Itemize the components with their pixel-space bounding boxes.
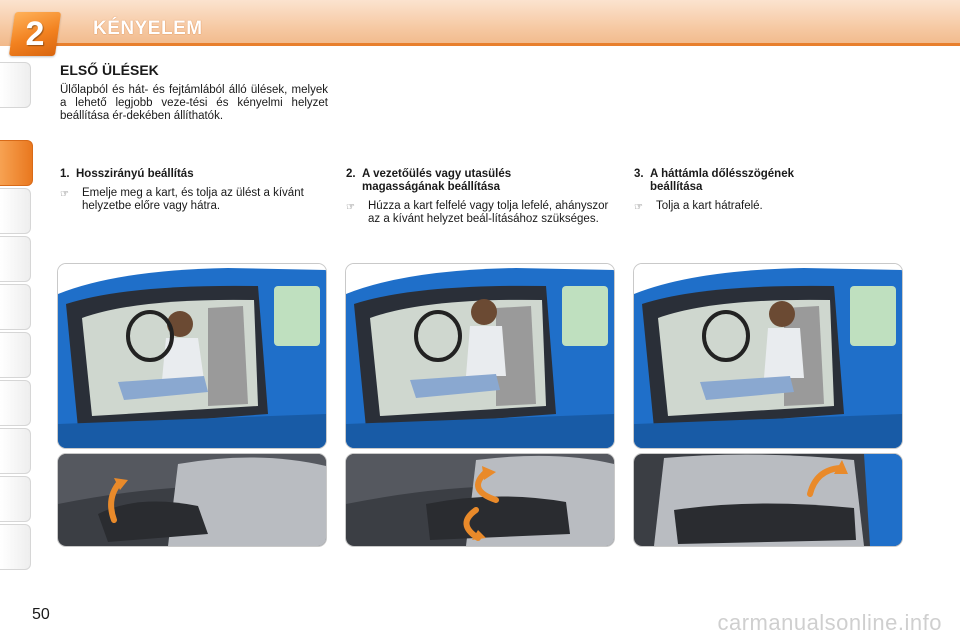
seat-lever-detail-1 [58, 454, 326, 546]
instruction-bullet-1: ☞ Emelje meg a kart, és tolja az ülést a kívánt helyzetbe előre vagy hátra. [60, 187, 304, 212]
seat-lever-detail-2 [346, 454, 614, 546]
instruction-column-2 [346, 168, 616, 226]
side-tab-5[interactable] [0, 284, 31, 330]
pointing-hand-icon: ☞ [346, 202, 355, 213]
side-tab-1[interactable] [0, 62, 31, 108]
instruction-heading-3: 3. A háttámla dőlésszögének beállítása [634, 168, 795, 193]
intro-paragraph: Ülőlapból és hát- és fejtámlából álló ülések, melyek a lehető legjobb veze-tési és kényelmi helyzet beállítása ér-dekében állíthatók. [60, 84, 328, 122]
instruction-column-1 [60, 168, 328, 213]
pointing-hand-icon: ☞ [634, 202, 643, 213]
side-tab-3[interactable] [0, 188, 31, 234]
instruction-column-3 [634, 168, 904, 214]
car-seat-photo-3 [634, 264, 902, 448]
side-tab-7[interactable] [0, 380, 31, 426]
instruction-bullet-3: ☞ Tolja a kart hátrafelé. [634, 200, 763, 213]
side-tab-2-active[interactable] [0, 140, 33, 186]
side-tab-4[interactable] [0, 236, 31, 282]
side-tab-10[interactable] [0, 524, 31, 570]
instruction-heading-1: 1. Hosszirányú beállítás [60, 168, 194, 180]
side-tab-9[interactable] [0, 476, 31, 522]
side-tab-8[interactable] [0, 428, 31, 474]
pointing-hand-icon: ☞ [60, 189, 69, 200]
chapter-number: 2 [25, 14, 45, 53]
instruction-heading-2: 2. A vezetőülés vagy utasülés magasságának beállítása [346, 168, 512, 193]
seat-lever-detail-3 [634, 454, 902, 546]
instruction-bullet-2: ☞ Húzza a kart felfelé vagy tolja lefelé, ahányszor az a kívánt helyzet beál-lításához szükséges. [346, 200, 609, 225]
page-number: 50 [32, 606, 50, 623]
chapter-title: KÉNYELEM [93, 18, 203, 39]
header-rule [46, 43, 960, 46]
chapter-side-tabs [0, 62, 34, 574]
side-tab-6[interactable] [0, 332, 31, 378]
watermark: carmanualsonline.info [717, 610, 942, 635]
car-seat-photo-2 [346, 264, 614, 448]
car-seat-photo-1 [58, 264, 326, 448]
section-title: ELSŐ ÜLÉSEK [60, 62, 159, 78]
